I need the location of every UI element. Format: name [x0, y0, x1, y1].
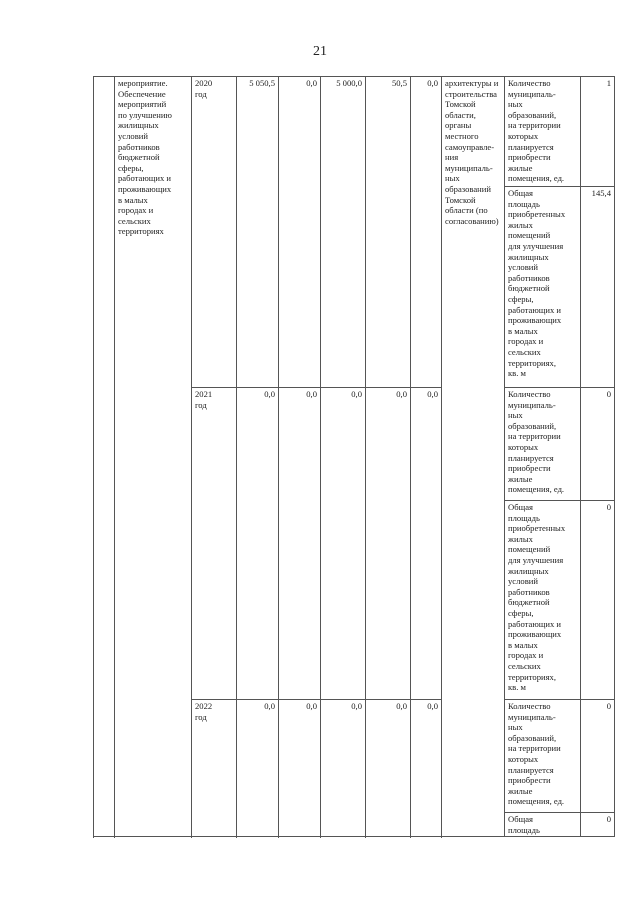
other-cell: 0,0	[411, 77, 442, 388]
program-table	[93, 76, 615, 837]
other-cell: 0,0	[411, 388, 442, 700]
other-cell: 0,0	[411, 700, 442, 837]
federal-cell: 0,0	[279, 77, 321, 388]
local-cell: 50,5	[366, 77, 411, 388]
indicator-value-cell: 0	[581, 501, 615, 700]
table-row	[94, 77, 615, 187]
executor-cell	[442, 77, 505, 837]
indicator-value-cell: 1	[581, 77, 615, 187]
federal-cell: 0,0	[279, 388, 321, 700]
indicator-name-cell: Количество муниципаль- ных образований, на территории которых планируется приобрести жилые помещения, ед.	[505, 700, 581, 813]
measure-name-cell	[115, 77, 192, 837]
index-cell	[94, 77, 115, 837]
total-cell: 0,0	[237, 388, 279, 700]
total-cell: 5 050,5	[237, 77, 279, 388]
regional-cell: 0,0	[321, 700, 366, 837]
federal-cell: 0,0	[279, 700, 321, 837]
local-cell: 0,0	[366, 700, 411, 837]
indicator-value-cell: 0	[581, 388, 615, 501]
regional-cell: 5 000,0	[321, 77, 366, 388]
local-cell: 0,0	[366, 388, 411, 700]
year-cell: 2021 год	[192, 388, 237, 700]
year-cell: 2020 год	[192, 77, 237, 388]
indicator-name-cell: Общая площадь	[505, 813, 581, 837]
indicator-name-cell: Количество муниципаль- ных образований, на территории которых планируется приобрести жилые помещения, ед.	[505, 388, 581, 501]
measure-name: мероприятие. Обеспечение мероприятий по улучшению жилищных условий работников бюджетной сферы, работающих и проживающих в малых городах и сельских территориях	[118, 78, 172, 237]
executor-text: архитектуры и строительства Томской области, органы местного самоуправле- ния муниципаль- ных образований Томской области (по согласованию)	[445, 78, 499, 226]
indicator-name-cell: Общая площадь приобретенных жилых помещений для улучшения жилищных условий работников бюджетной сферы, работающих и проживающих в малых городах и сельских территориях, кв. м	[505, 187, 581, 388]
indicator-name-cell: Количество муниципаль- ных образований, на территории которых планируется приобрести жилые помещения, ед.	[505, 77, 581, 187]
total-cell: 0,0	[237, 700, 279, 837]
indicator-value-cell: 145,4	[581, 187, 615, 388]
regional-cell: 0,0	[321, 388, 366, 700]
year-cell: 2022 год	[192, 700, 237, 837]
indicator-value-cell: 0	[581, 813, 615, 837]
indicator-value-cell: 0	[581, 700, 615, 813]
indicator-name-cell: Общая площадь приобретенных жилых помещений для улучшения жилищных условий работников бюджетной сферы, работающих и проживающих в малых городах и сельских территориях, кв. м	[505, 501, 581, 700]
page-number: 21	[313, 44, 327, 59]
